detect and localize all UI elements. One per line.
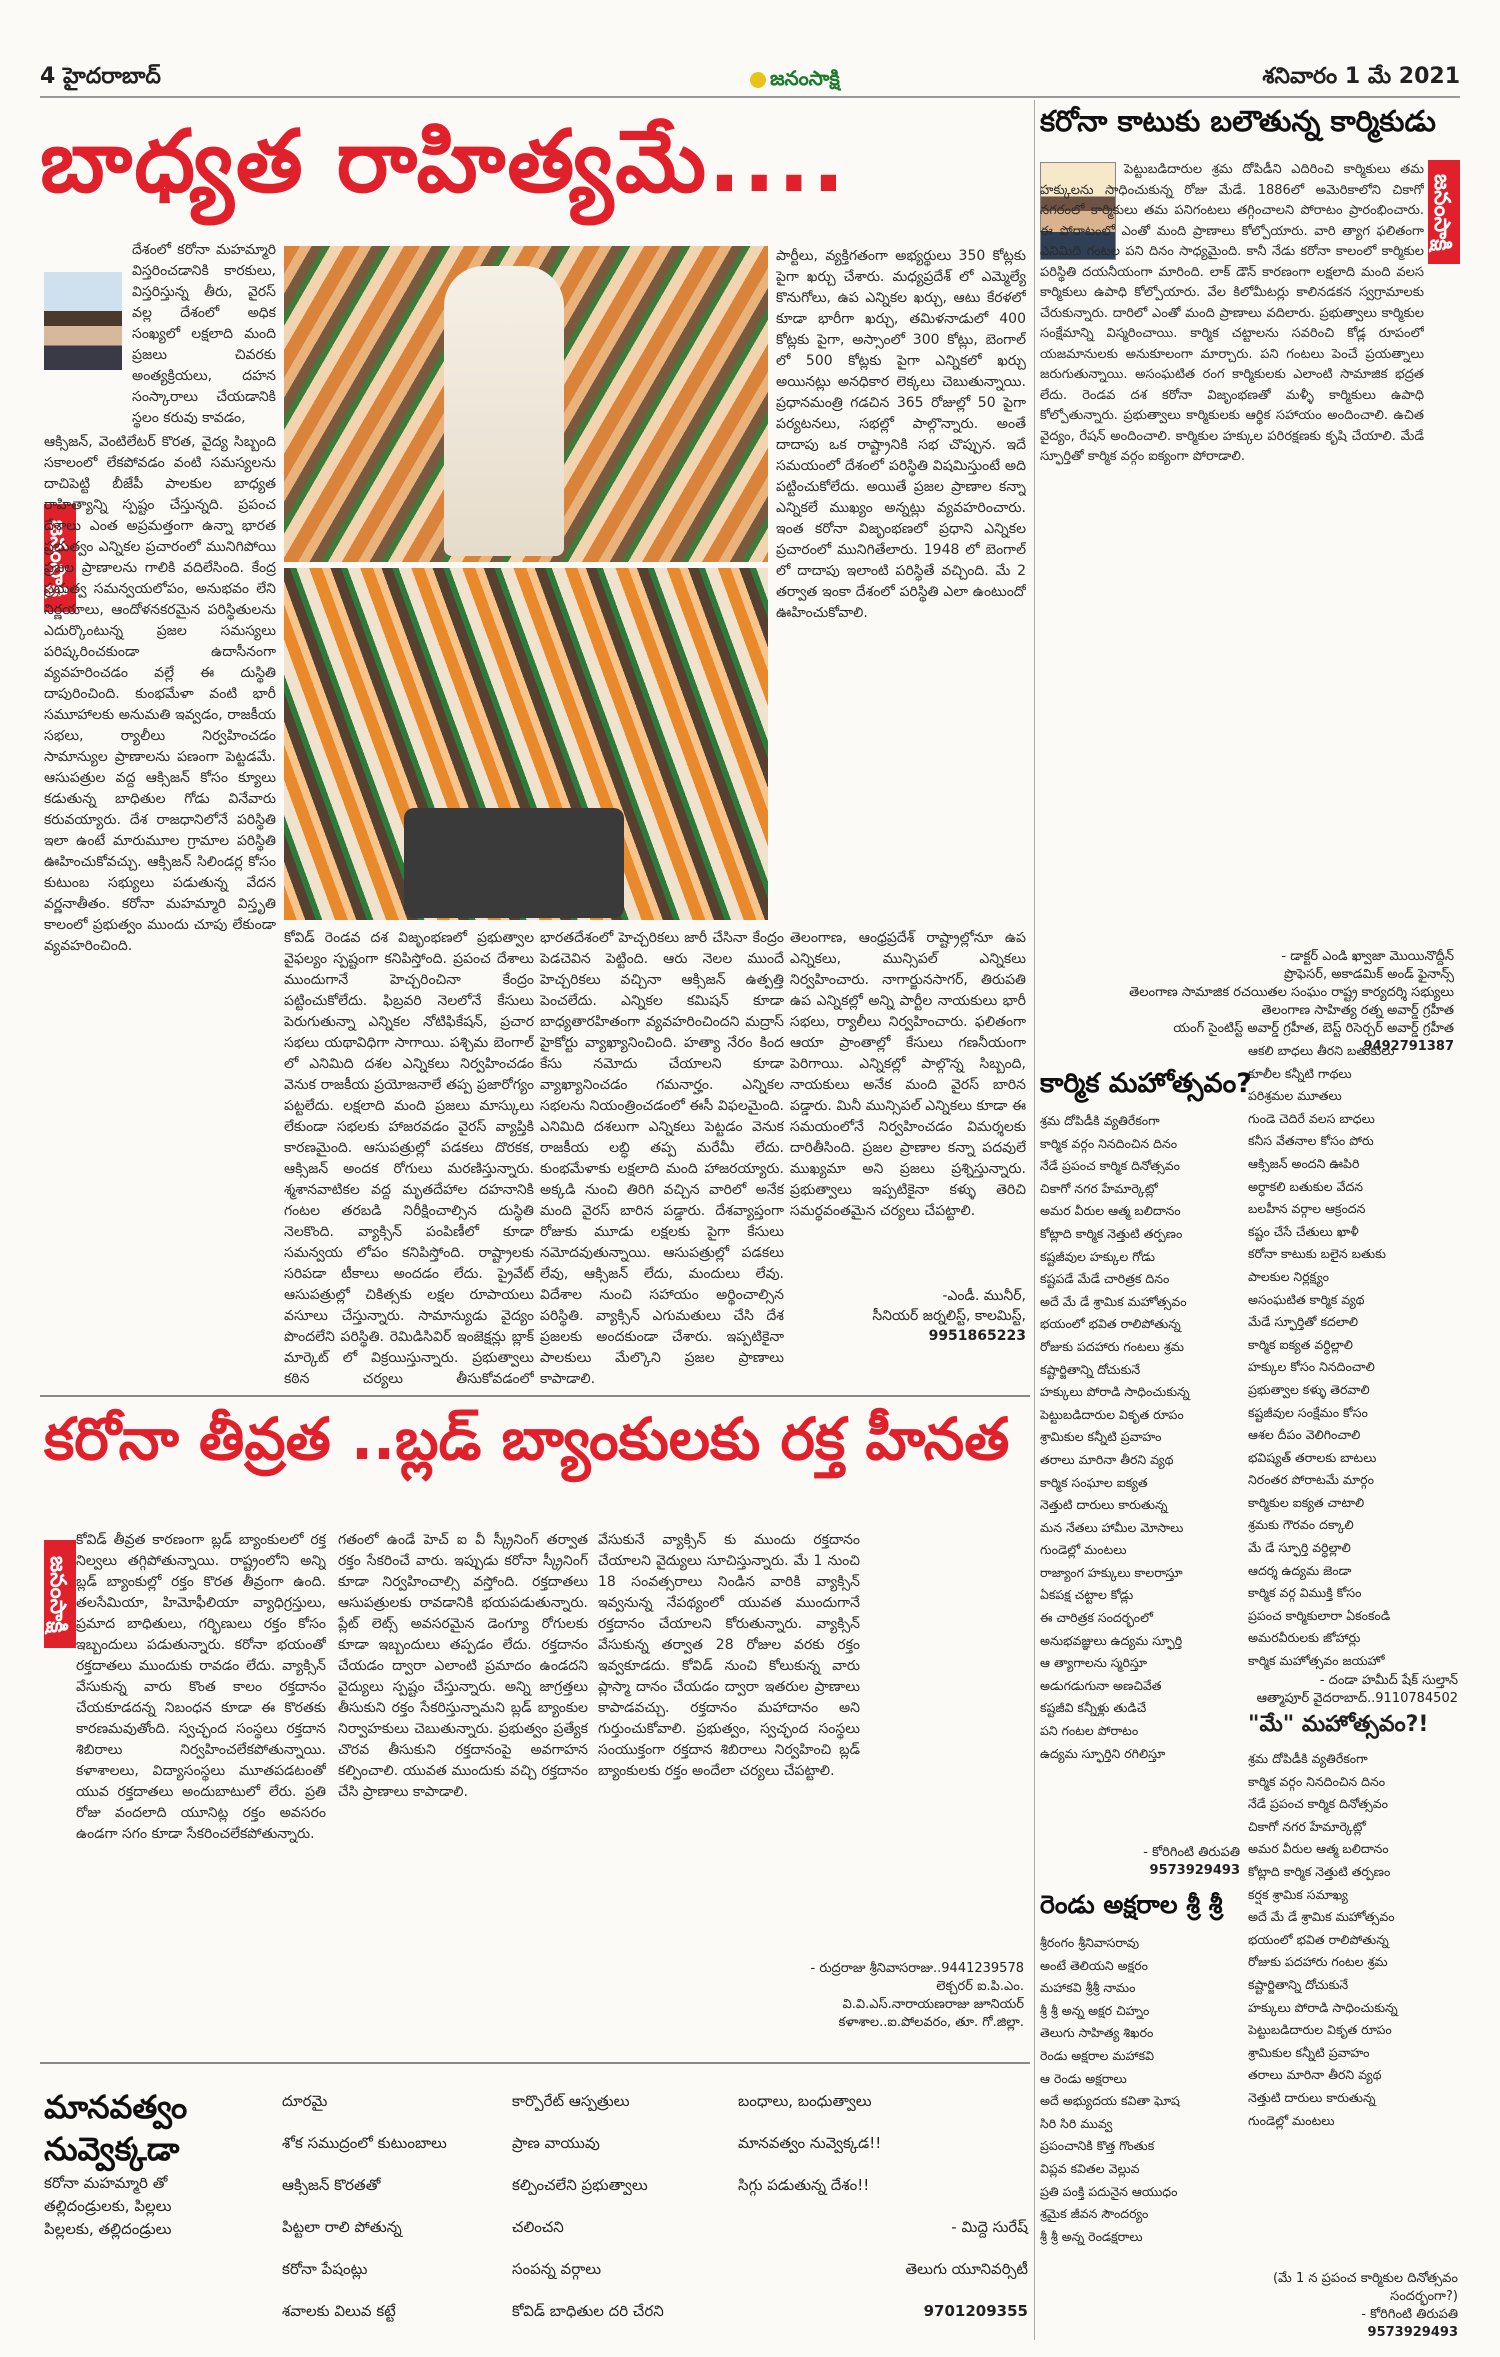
poem-line: ఆ రెండు అక్షరాలు xyxy=(1040,2070,1127,2086)
poem-line: గుండె చెదిరే వలస బాధలు xyxy=(1248,1110,1375,1126)
poem-line: కష్టం చేసే చేతులు ఖాళీ xyxy=(1248,1223,1359,1239)
main-headline: బాధ్యత రాహిత్యమే.... xyxy=(40,112,847,212)
poem-line: కార్మిక వర్గం నినదించిన దినం xyxy=(1248,1773,1386,1789)
poem-line: శ్రీ శ్రీ అన్న అక్షర చిహ్నం xyxy=(1040,2002,1150,2018)
bottom-poem-org: తెలుగు యూనివర్సిటీ xyxy=(905,2260,1028,2278)
poem-line: నెత్తుటి దారులు కారుతున్న xyxy=(1248,2089,1376,2105)
poem-line: శ్రమ దోపిడీకి వ్యతిరేకంగా xyxy=(1040,1113,1160,1128)
columnist-photo xyxy=(44,272,122,370)
author-line: తెలంగాణ సాహిత్య రత్న అవార్డ్ గ్రహీత xyxy=(1261,1003,1454,1018)
poem1-signature xyxy=(1248,1672,1458,1708)
poem-line: కోవిడ్ బాధితుల దరి చేరని xyxy=(512,2302,664,2320)
poem1-title: కార్మిక మహోత్సవం? xyxy=(1040,1068,1252,1099)
blood-sig-place: కళాశాల..ఐ.పోలవరం, తూ. గో.జిల్లా. xyxy=(838,2015,1024,2030)
poem-line: కష్టార్జితాన్ని దోచుకునే xyxy=(1248,1976,1349,1992)
poem-line: హక్కులు పోరాడి సాధించుకున్న xyxy=(1248,1999,1398,2015)
poem-line: పాలకుల నిర్లక్ష్యం xyxy=(1248,1268,1329,1284)
poem-line: రాజ్యాంగ హక్కులు కాలరాస్తూ xyxy=(1040,1564,1183,1580)
poem-line: పిట్టలా రాలి పోతున్న xyxy=(282,2218,402,2236)
poem-line: కార్పొరేట్ ఆస్పత్రులు xyxy=(512,2092,630,2110)
main-col4-bottom: తెలంగాణ, ఆంధ్రప్రదేశ్ రాష్ట్రాల్లోనూ ఉప ఎన్నికలు, మున్సిపల్ ఎన్నికలు నిర్వహించారు. నాగార్జునసాగర్, తిరుపతి ఉప ఎన్నికల్లో అన్ని పార్టీల నాయకులు భారీ సభలు, ర్యాలీలు నిర్వహించారు. ఫలితంగా ఆయా ప్రాంతాల్లో కేసులు గణనీయంగా పెరిగాయి. ఎన్నికల్లో పాల్గొన్న సిబ్బంది, నాయకులు అనేక మంది వైరస్ బారిన పడ్డారు. మినీ మున్సిపల్ ఎన్నికలు కూడా ఈ సమయంలోనే నిర్వహించడం విమర్శలకు దారితీసింది. ప్రజల ప్రాణాల కన్నా పదవులే ముఖ్యమా అని ప్రజలు ప్రశ్నిస్తున్నారు. ప్రభుత్వాలు ఇప్పటికైనా కళ్ళు తెరిచి సమర్థవంతమైన చర్యలు చేపట్టాలి. xyxy=(790,930,1026,1219)
signature-name: -ఎండీ. మునీర్, xyxy=(942,1288,1026,1304)
poem-line: ప్రపంచానికి కొత్త గొంతుక xyxy=(1040,2138,1155,2154)
main-col1-body: ఆక్సిజన్, వెంటిలేటర్ కొరత, వైద్య సిబ్బంది సకాలంలో లేకపోవడం వంటి సమస్యలను దాచిపెట్టి బీజేపీ పాలకుల బాధ్యత రాహిత్యాన్ని స్పష్టం చేస్తున్నది. ప్రపంచ దేశాలు ఎంత అప్రమత్తంగా ఉన్నా భారత ప్రభుత్వం ఎన్నికల ప్రచారంలో మునిగిపోయి ప్రజల ప్రాణాలను గాలికి వదిలేసింది. కేంద్ర ప్రభుత్వ సమన్వయలోపం, అనుభవం లేని నిర్ణయాలు, ఆందోళనకరమైన పరిస్థితులను ఎదుర్కొంటున్న ప్రజల సమస్యలు పరిష్కరించకుండా ఉదాసీనంగా వ్యవహరించడం వల్లే ఈ దుస్థితి దాపురించింది. కుంభమేళా వంటి భారీ సమూహాలకు అనుమతి ఇవ్వడం, రాజకీయ సభలు, ర్యాలీలు నిర్వహించడం సామాన్యుల ప్రాణాలను పణంగా పెట్టడమే. ఆసుపత్రుల వద్ద ఆక్సిజన్ కోసం క్యూలు కడుతున్న బాధితుల గోడు వినేవారు కరువయ్యారు. దేశ రాజధానిలోనే పరిస్థితి ఇలా ఉంటే మారుమూల గ్రామాల పరిస్థితి ఊహించుకోవచ్చు. ఆక్సిజన్ సిలిండర్ల కోసం కుటుంబ సభ్యులు పడుతున్న వేదన వర్ణనాతీతం. కరోనా మహమ్మారి విస్తృతి కాలంలో ప్రభుత్వం ముందు చూపు లేకుండా వ్యవహరించింది. xyxy=(44,434,276,954)
poem-line: ఆక్సిజన్ అందని ఊపిరి xyxy=(1248,1155,1360,1171)
signature-phone: 9951865223 xyxy=(928,1328,1026,1344)
poem-line: అడుగడుగునా అణచివేత xyxy=(1040,1677,1162,1693)
poem-line: చికాగో నగర హేమార్కెట్లో xyxy=(1248,1818,1366,1834)
poem-line: అదే అభ్యుదయ కవితా ఘోష xyxy=(1040,2093,1180,2109)
poem-line: ప్రతి పంక్తి పదునైన ఆయుధం xyxy=(1040,2183,1178,2199)
poem-line: అమరవీరులకు జోహార్లు xyxy=(1248,1630,1361,1646)
poem-line: కరోనా కాటుకు బలైన బతుకు xyxy=(1248,1246,1386,1262)
author-line: ప్రొఫెసర్, అకాడమిక్ అండ్ ఫైనాన్స్ xyxy=(1283,967,1454,982)
poem-line: శ్రమైక జీవన సౌందర్యం xyxy=(1040,2206,1149,2222)
poem-phone: 9573929493 xyxy=(1149,1863,1240,1878)
poem-line: తరాలు మారినా తీరని వ్యథ xyxy=(1040,1451,1174,1467)
poem-line: అంటే తెలియని అక్షరం xyxy=(1040,1957,1148,1973)
author-phone: 9492791387 xyxy=(1363,1039,1454,1054)
poem-line: మానవత్వం నువ్వెక్కడ!! xyxy=(738,2134,882,2152)
poem-line: పెట్టుబడిదారుల వికృత రూపం xyxy=(1040,1406,1184,1422)
poem-line: నెత్తుటి దారులు కారుతున్న xyxy=(1040,1497,1168,1513)
brand-badge-3: జనంసాక్షి xyxy=(1428,160,1460,264)
bottom-poem-col2 xyxy=(282,2080,512,2332)
rally-photo-2 xyxy=(284,568,768,920)
poem1-author: - దండా హమీద్ షేక్ సుల్తాన్ xyxy=(1319,1673,1458,1688)
poem-line: కార్మిక మహోత్సవం జయహో xyxy=(1248,1653,1385,1669)
poem-line: చలించని xyxy=(512,2218,564,2236)
signature-role: సీనియర్ జర్నలిస్ట్, కాలమిస్ట్, xyxy=(872,1308,1026,1324)
poem-line: కష్టార్జితాన్ని దోచుకునే xyxy=(1040,1361,1141,1377)
poem-signature-1 xyxy=(1040,1844,1240,1880)
right-article-body: పెట్టుబడిదారుల శ్రమ దోపిడీని ఎదిరించి కార్మికులు తమ హక్కులను సాధించుకున్న రోజు మేడే. 1886లో అమెరికాలోని చికాగో నగరంలో కార్మికులు తమ పనిగంటలు తగ్గించాలని పోరాటం ప్రారంభించారు. ఈ పోరాటంలో ఎంతో మంది ప్రాణాలు కోల్పోయారు. వారి త్యాగ ఫలితంగా ఎనిమిది గంటల పని దినం సాధ్యమైంది. కానీ నేడు కరోనా కాలంలో కార్మికుల పరిస్థితి దయనీయంగా మారింది. లాక్ డౌన్ కారణంగా లక్షలాది మంది వలస కార్మికులు ఉపాధి కోల్పోయారు. వేల కిలోమీటర్లు కాలినడకన స్వగ్రామాలకు చేరుకున్నారు. దారిలో ఎంతో మంది ప్రాణాలు వదిలారు. ప్రభుత్వాలు కార్మికుల సంక్షేమాన్ని విస్మరించాయి. కార్మిక చట్టాలను సవరించి కోడ్ల రూపంలో యజమానులకు అనుకూలంగా మార్చారు. పని గంటలు పెంచే ప్రయత్నాలు జరుగుతున్నాయి. అసంఘటిత రంగ కార్మికులకు ఎలాంటి సామాజిక భద్రత లేదు. రెండవ దశ కరోనా విజృంభణతో మళ్ళీ కార్మికులు ఉపాధి కోల్పోతున్నారు. ప్రభుత్వాలు కార్మికులకు ఆర్థిక సహాయం అందించాలి. ఉచిత వైద్యం, రేషన్ అందించాలి. కార్మికుల హక్కుల పరిరక్షణకు కృషి చేయాలి. మేడే స్ఫూర్తితో కార్మిక వర్గం ఐక్యంగా పోరాడాలి. xyxy=(1040,162,1424,464)
poem-line: అమర వీరుల ఆత్మ బలిదానం xyxy=(1040,1203,1181,1219)
blood-col3: వేసుకునే వ్యాక్సిన్ కు ముందు రక్తదానం చేయాలని వైద్యులు సూచిస్తున్నారు. మే 1 నుంచి 18 సంవత్సరాలు నిండిన వారికి వ్యాక్సిన్ ఇవ్వనున్న నేపథ్యంలో యువత ముందుగానే రక్తదానం చేయాలని కోరుతున్నారు. వ్యాక్సిన్ వేసుకున్న తర్వాత 28 రోజుల వరకు రక్తం ఇవ్వకూడదు. కోవిడ్ నుంచి కోలుకున్న వారు ప్లాస్మా దానం చేయడం ద్వారా ఇతరుల ప్రాణాలు కాపాడవచ్చు. రక్తదానం మహాదానం అని గుర్తుంచుకోవాలి. ప్రభుత్వం, స్వచ్ఛంద సంస్థలు సంయుక్తంగా రక్తదాన శిబిరాలు నిర్వహించి బ్లడ్ బ్యాంకులకు రక్తం అందేలా చర్యలు చేపట్టాలి. xyxy=(598,1532,860,1779)
brand-badge: జనంసాక్షి xyxy=(44,504,76,612)
poem-line: తరాలు మారినా తీరని వ్యథ xyxy=(1248,2067,1382,2083)
bottom-poem-intro xyxy=(44,2172,284,2241)
poem-line: సిరి సిరి మువ్వ xyxy=(1040,2115,1113,2131)
logo-text: జనంసాక్షి xyxy=(770,66,840,90)
poem-line: అసంఘటిత కార్మిక వ్యథ xyxy=(1248,1291,1365,1307)
poem-line: పరిశ్రమల మూతలు xyxy=(1248,1088,1342,1104)
poem-line: హక్కులు పోరాడి సాధించుకున్న xyxy=(1040,1384,1190,1400)
poem-line: కోట్లాది కార్మిక నెత్తుటి తర్పణం xyxy=(1040,1225,1183,1241)
poem-line: కష్టజీవుల సంక్షేమం కోసం xyxy=(1248,1404,1368,1420)
poem-line: పెట్టుబడిదారుల వికృత రూపం xyxy=(1248,2022,1392,2038)
poem-line: తెలుగు సాహిత్య శిఖరం xyxy=(1040,2025,1154,2041)
author-name: - డాక్టర్ ఎండి ఖ్వాజా మొయినొద్దీన్ xyxy=(1281,949,1454,964)
blood-col2: గతంలో ఉండే హెచ్ ఐ వీ స్క్రీనింగ్ తర్వాత రక్తం సేకరించే వారు. ఇప్పుడు కరోనా స్క్రీనింగ్ కూడా నిర్వహించాల్సి వస్తోంది. రక్తదాతలు ఆసుపత్రులకు రావడానికి భయపడుతున్నారు. ప్లేట్ లెట్స్ అవసరమైన డెంగ్యూ రోగులకు కూడా ఇబ్బందులు తప్పడం లేదు. రక్తదానం చేయడం ద్వారా ఎలాంటి ప్రమాదం ఉండదని వైద్యులు స్పష్టం చేస్తున్నారు. అన్ని జాగ్రత్తలు తీసుకుని రక్తం సేకరిస్తున్నామని బ్లడ్ బ్యాంకుల నిర్వాహకులు చెబుతున్నారు. ప్రభుత్వం ప్రత్యేక చొరవ తీసుకుని రక్తదానంపై అవగాహన కల్పించాలి. యువత ముందుకు వచ్చి రక్తదానం చేసి ప్రాణాలు కాపాడాలి. xyxy=(338,1532,588,1800)
poem-line: రెండు అక్షరాల మహాకవి xyxy=(1040,2047,1155,2063)
bottom-poem-col3 xyxy=(512,2080,742,2332)
poem-line: బంధాలు, బంధుత్వాలు xyxy=(738,2092,872,2110)
poem1-place: ఆత్మాపూర్ వైదరాబాద్..9110784502 xyxy=(1256,1691,1458,1706)
campaign-vehicle xyxy=(404,808,624,918)
poem1-col1 xyxy=(1040,1110,1240,1765)
poem-line: ఆశల దీపం వెలిగించాలి xyxy=(1248,1427,1361,1443)
poem-line: కోట్లాది కార్మిక నెత్తుటి తర్పణం xyxy=(1248,1863,1391,1879)
poem-line: కరోనా పేషంట్లు xyxy=(282,2260,368,2278)
poem-line: కార్మిక ఐక్యత వర్ధిల్లాలి xyxy=(1248,1336,1353,1352)
poem2-title: "మే" మహోత్సవం?! xyxy=(1248,1712,1429,1737)
bottom-poem-col4 xyxy=(738,2080,1028,2332)
poem-line: శ్రమకు గౌరవం దక్కాలి xyxy=(1248,1517,1354,1533)
poem-author: - కోరిగింటి తిరుపతి xyxy=(1143,1845,1240,1860)
poem-line: కార్మిక వర్గ విముక్తి కోసం xyxy=(1248,1585,1362,1601)
intro-line: కరోనా మహమ్మారి తో xyxy=(44,2174,168,2192)
poem-line: నిరంతర పోరాటమే మార్గం xyxy=(1248,1472,1374,1488)
poem-line: చికాగో నగర హేమార్కెట్లో xyxy=(1040,1180,1158,1196)
poem-phone: 9573929493 xyxy=(1367,2325,1458,2340)
main-col3-bottom: భారతదేశంలో హెచ్చరికలు జారీ చేసినా కేంద్రం పెడచెవిన పెట్టింది. ఆరు నెలల ముందే హెచ్చరికలు వచ్చినా ఆక్సిజన్ ఉత్పత్తి పెంచలేదు. ఎన్నికల కమిషన్ కూడా బాధ్యతారహితంగా వ్యవహరించిందని మద్రాస్ హైకోర్టు వ్యాఖ్యానించింది. హత్యా నేరం కింద కేసు నమోదు చేయాలని కూడా వ్యాఖ్యానించడం గమనార్హం. ఎన్నికల సభలను నియంత్రించడంలో ఈసీ విఫలమైంది. ఎనిమిది దశలుగా ఎన్నికలు పెట్టడం వెనుక రాజకీయ లబ్ధి తప్ప మరేమీ లేదు. కుంభమేళాకు లక్షలాది మంది హాజరయ్యారు. అక్కడి నుంచి తిరిగి వచ్చిన వారిలో అనేక మంది వైరస్ బారిన పడ్డారు. దేశవ్యాప్తంగా రోజుకు మూడు లక్షలకు పైగా కేసులు నమోదవుతున్నాయి. ఆసుపత్రుల్లో పడకలు లేవు, ఆక్సిజన్ లేదు, మందులు లేవు. విదేశాల నుంచి సహాయం అర్థించాల్సిన పరిస్థితి. వ్యాక్సిన్ ఎగుమతులు చేసి దేశ ప్రజలకు అందకుండా చేశారు. ఇప్పటికైనా పాలకులు మేల్కొని ప్రజల ప్రాణాలు కాపాడాలి. xyxy=(540,930,784,1387)
poem-line: విప్లవ కవితల వెల్లువ xyxy=(1040,2160,1140,2176)
rally-photo-1 xyxy=(284,246,768,562)
poem-signature-2 xyxy=(1248,2270,1458,2342)
column-divider xyxy=(1034,100,1035,2340)
poem-line: శ్రీరంగం శ్రీనివాసరావు xyxy=(1040,1935,1140,1950)
poem-line: మన నేతలు హామీల మోసాలు xyxy=(1040,1519,1184,1535)
poem-line: కూలీల కన్నీటి గాథలు xyxy=(1248,1065,1352,1081)
blood-col1: కోవిడ్ తీవ్రత కారణంగా బ్లడ్ బ్యాంకులలో రక్త నిల్వలు తగ్గిపోతున్నాయి. రాష్ట్రంలోని అన్ని బ్లడ్ బ్యాంకుల్లో రక్తం కొరత తీవ్రంగా ఉంది. తలసేమియా, హిమోఫీలియా వ్యాధిగ్రస్తులు, ప్రమాద బాధితులు, గర్భిణులు రక్తం కోసం ఇబ్బందులు పడుతున్నారు. కరోనా భయంతో రక్తదాతలు ముందుకు రావడం లేదు. వ్యాక్సిన్ వేసుకున్న వారు కొంత కాలం రక్తదానం చేయకూడదన్న నిబంధన కూడా ఈ కొరతకు కారణమవుతోంది. స్వచ్ఛంద సంస్థలు రక్తదాన శిబిరాలు నిర్వహించలేకపోతున్నాయి. కళాశాలలు, విద్యాసంస్థలు మూతపడటంతో యువ రక్తదాతలు అందుబాటులో లేరు. ప్రతి రోజు వందలాది యూనిట్ల రక్తం అవసరం ఉండగా సగం కూడా సేకరించలేకపోతున్నారు. xyxy=(76,1532,326,1842)
poem-line: నేడే ప్రపంచ కార్మిక దినోత్సవం xyxy=(1248,1796,1388,1812)
poem-line: నేడే ప్రపంచ కార్మిక దినోత్సవం xyxy=(1040,1158,1180,1174)
poem-line: రోజుకు పదహారు గంటల శ్రమ xyxy=(1248,1954,1388,1970)
poem-line: ప్రభుత్వాల కళ్ళు తెరవాలి xyxy=(1248,1381,1370,1397)
poem-line: అదే మే డే శ్రామిక మహోత్సవం xyxy=(1040,1293,1187,1309)
poem-line: ఆ త్యాగాలను స్మరిస్తూ xyxy=(1040,1655,1148,1671)
poem3-lines xyxy=(1040,1932,1240,2248)
poem-line: ఆదర్శ ఉద్యమ జెండా xyxy=(1248,1562,1352,1578)
issue-date: శనివారం 1 మే 2021 xyxy=(1262,64,1460,89)
poem-line: అదే మే డే శ్రామిక మహోత్సవం xyxy=(1248,1909,1395,1925)
page-number: 4 హైదరాబాద్ xyxy=(40,64,161,89)
poem-line: శ్రామికుల కన్నీటి ప్రవాహం xyxy=(1248,2044,1370,2060)
poem-line: గుండెల్లో మంటలు xyxy=(1248,2112,1335,2128)
poem-note: (మే 1 న ప్రపంచ కార్మికుల దినోత్సవం సందర్భంగా?) xyxy=(1272,2271,1458,2304)
bottom-poem-phone: 9701209355 xyxy=(923,2302,1028,2320)
divider xyxy=(40,1395,1030,1397)
poem-line: శ్రమ దోపిడీకి వ్యతిరేకంగా xyxy=(1248,1751,1368,1766)
main-col3-top: పార్టీలు, వ్యక్తిగతంగా అభ్యర్థులు 350 కోట్లకు పైగా ఖర్చు చేశారు. మధ్యప్రదేశ్ లో ఎమ్మెల్యే కొనుగోలు, ఉప ఎన్నికల ఖర్చు, ఆటు కేరళలో కూడా భారీగా ఖర్చు, తమిళనాడులో 400 కోట్లకు పైగా, అస్సాంలో 300 కోట్లు, బెంగాల్ లో 500 కోట్లకు పైగా ఎన్నికలో ఖర్చు అయినట్లు అనధికార లెక్కలు చెబుతున్నాయి. ప్రధానమంత్రి గడచిన 365 రోజుల్లో 50 పైగా పర్యటనలు, సభల్లో పాల్గొన్నారు. అంతే దాదాపు ఒక రాష్ట్రానికి సభ చొప్పున. ఇదే సమయంలో దేశంలో పరిస్థితి విషమిస్తుంటే అది పట్టించుకోలేదు. అయితే ప్రజల ప్రాణాల కన్నా ఎన్నికలే ముఖ్యం అన్నట్లు వ్యవహరించారు. ఇంత కరోనా విజృంభణలో ప్రధాని ఎన్నికల ప్రచారంలో మునిగితేలారు. 1948 లో బెంగాల్ లో దాదాపు ఇలాంటి పరిస్థితే వచ్చింది. మే 2 తర్వాత ఇంకా దేశంలో పరిస్థితి ఎలా ఉంటుందో ఊహించుకోవాలి. xyxy=(776,248,1026,621)
logo-icon xyxy=(750,72,766,88)
poem-line: ప్రపంచ కార్మికులారా ఏకంకండి xyxy=(1248,1607,1391,1623)
poem-line: శోక సముద్రంలో కుటుంబాలు xyxy=(282,2134,447,2152)
poem-line: అనుభవజ్ఞులు ఉద్యమ స్ఫూర్తి xyxy=(1040,1632,1183,1648)
poem-line: ఏకపక్ష చట్టాల కోడ్లు xyxy=(1040,1587,1134,1603)
poem-line: కార్మికుల ఐక్యత చాటాలి xyxy=(1248,1494,1365,1510)
intro-line: తల్లిదండ్రులకు, పిల్లలు xyxy=(44,2197,172,2215)
poem-line: భయంలో భవిత రాలిపోతున్న xyxy=(1248,1931,1389,1947)
poem-line: మే డే స్ఫూర్తి వర్ధిల్లాలి xyxy=(1248,1540,1351,1556)
poem-line: సంపన్న వర్గాలు xyxy=(512,2260,602,2278)
page-header xyxy=(40,62,1460,98)
poem-author: - కోరిగింటి తిరుపతి xyxy=(1361,2307,1458,2322)
poem3-title: రెండు అక్షరాల శ్రీ శ్రీ xyxy=(1040,1890,1223,1919)
poem-line: కర్షక శ్రామిక సమాఖ్య xyxy=(1248,1886,1348,1902)
poem-line: గుండెల్లో మంటలు xyxy=(1040,1542,1127,1558)
poem-line: ఉద్యమ స్ఫూర్తిని రగిలిస్తూ xyxy=(1040,1745,1166,1761)
main-col2-text: కోవిడ్ రెండవ దశ విజృంభణలో ప్రభుత్వాల వైఫల్యం స్పష్టంగా కనిపిస్తోంది. ప్రపంచ దేశాలు ముందుగానే హెచ్చరించినా కేంద్రం పట్టించుకోలేదు. ఫిబ్రవరి నెలలోనే కేసులు పెరుగుతున్నా ఎన్నికల నోటిఫికేషన్, ప్రచార సభలు యథావిధిగా సాగాయి. పశ్చిమ బెంగాల్ లో ఎనిమిది దశల ఎన్నికలు నిర్వహించడం వెనుక రాజకీయ ప్రయోజనాలే తప్ప ప్రజారోగ్యం పట్టలేదు. లక్షలాది మంది ప్రజలు మాస్కులు లేకుండా సభలకు హాజరవడం వైరస్ వ్యాప్తికి కారణమైంది. ఆసుపత్రుల్లో పడకలు దొరకక, ఆక్సిజన్ అందక రోగులు మరణిస్తున్నారు. శ్మశానవాటికల వద్ద మృతదేహాల దహనానికి గంటల తరబడి నిరీక్షించాల్సిన దుస్థితి నెలకొంది. వ్యాక్సిన్ పంపిణీలో కూడా సమన్వయ లోపం కనిపిస్తోంది. రాష్ట్రాలకు సరిపడా టీకాలు అందడం లేదు. ప్రైవేట్ ఆసుపత్రుల్లో చికిత్సకు లక్షల రూపాయలు వసూలు చేస్తున్నారు. సామాన్యుడు వైద్యం పొందలేని పరిస్థితి. రెమిడిసివిర్ ఇంజెక్షన్లు బ్లాక్ మార్కెట్ లో విక్రయిస్తున్నారు. ప్రభుత్వాలు కఠిన చర్యలు తీసుకోవడంలో xyxy=(284,930,534,1387)
main-col1-top: దేశంలో కరోనా మహమ్మారి విస్తరించడానికి కారకులు, విస్తరిస్తున్న తీరు, వైరస్ వల్ల దేశంలో అధిక సంఖ్యలో లక్షలాది మంది ప్రజలు చివరకు అంత్యక్రియలు, దహన సంస్కారాలు చేయడానికి స్థలం కరువు కావడం, xyxy=(132,242,276,426)
poem-line: భవిష్యత్ తరాలకు బాటలు xyxy=(1248,1449,1377,1465)
poem-line: కార్మిక సంఘాల ఐక్యత xyxy=(1040,1474,1148,1490)
poem-line: రోజుకు పదహారు గంటలు శ్రమ xyxy=(1040,1338,1184,1354)
poem2-lines xyxy=(1248,1748,1458,2132)
author-line: యంగ్ సైంటిస్ట్ అవార్డ్ గ్రహీత, బెస్ట్ రిసెర్చర్ అవార్డ్ గ్రహీత xyxy=(1173,1021,1454,1036)
poem-line: అర్ధాకలి బతుకుల వేదన xyxy=(1248,1178,1364,1194)
poem-line: ఆక్సిజన్ కొరతతో xyxy=(282,2176,381,2194)
author-line: తెలంగాణ సామాజిక రచయితల సంఘం రాష్ట్ర కార్యదర్శి సభ్యులు xyxy=(1129,985,1454,1000)
poem-line: సిగ్గు పడుతున్న దేశం!! xyxy=(738,2176,870,2194)
poem-line: ప్రాణ వాయువు xyxy=(512,2134,600,2152)
blood-sig-role: లెక్చరర్ ఐ.పి.ఎం. xyxy=(936,1979,1024,1994)
poem1-col2 xyxy=(1248,1040,1458,1673)
intro-line: పిల్లలకు, తల్లిదండ్రులు xyxy=(44,2220,172,2238)
poem-line: కనీస వేతనాల కోసం పోరు xyxy=(1248,1133,1374,1149)
poem-line: శ్రీ శ్రీ అన్న రెండక్షరాలు xyxy=(1040,2228,1143,2244)
poem-line: పని గంటల పోరాటం xyxy=(1040,1723,1139,1739)
poem-line: ఆకలి బాధలు తీరని బతుకులు xyxy=(1248,1043,1395,1058)
brand-badge-2: జనంసాక్షి xyxy=(44,1540,76,1648)
poem-line: ఈ చారిత్రక సందర్భంలో xyxy=(1040,1610,1153,1626)
poem-line: శవాలకు విలువ కట్టే xyxy=(282,2302,396,2320)
poem-line: శ్రామికుల కన్నీటి ప్రవాహం xyxy=(1040,1429,1162,1445)
right-article-title: కరోనా కాటుకు బలౌతున్న కార్మికుడు xyxy=(1040,104,1436,138)
main-col2-bottom xyxy=(44,1000,282,1390)
blood-signature xyxy=(750,1960,1024,2032)
poem-line: అమర వీరుల ఆత్మ బలిదానం xyxy=(1248,1841,1389,1857)
poem-line: కల్పించలేని ప్రభుత్వాలు xyxy=(512,2176,648,2194)
blood-headline: కరోనా తీవ్రత ..బ్లడ్ బ్యాంకులకు రక్త హీనత xyxy=(44,1405,1010,1473)
bottom-poem-title: మానవత్వం నువ్వెక్కడా xyxy=(44,2088,188,2168)
poem-line: భయంలో భవిత రాలిపోతున్న xyxy=(1040,1316,1181,1332)
masthead-logo xyxy=(750,66,840,95)
main-signature xyxy=(790,1286,1026,1346)
poem-line: మహాకవి శ్రీశ్రీ నామం xyxy=(1040,1980,1136,1996)
poem-line: మేడే స్ఫూర్తితో కదలాలి xyxy=(1248,1314,1359,1330)
blood-sig-name: - రుద్రరాజు శ్రీనివాసరాజు..9441239578 xyxy=(810,1961,1024,1976)
bottom-poem-author: - మిద్దె సురేష్ xyxy=(951,2218,1028,2236)
poem-line: కష్టపడే మేడే చారిత్రక దినం xyxy=(1040,1271,1170,1287)
poem-line: బలహీన వర్గాల ఆక్రందన xyxy=(1248,1201,1366,1217)
poem-line: కార్మిక వర్గం నినదించిన దినం xyxy=(1040,1135,1178,1151)
divider xyxy=(40,2062,1030,2064)
blood-sig-org: వి.వి.ఎస్.నారాయణరాజు జూనియర్ xyxy=(842,1997,1024,2012)
poem-line: దూరమై xyxy=(282,2092,328,2110)
poem-line: కష్టజీవుల హక్కుల గోడు xyxy=(1040,1248,1155,1264)
cutout-figure xyxy=(444,266,564,556)
poem-line: హక్కుల కోసం నినదించాలి xyxy=(1248,1359,1375,1375)
poem-line: కష్టజీవి కన్నీళ్లు తుడిచే xyxy=(1040,1700,1147,1716)
